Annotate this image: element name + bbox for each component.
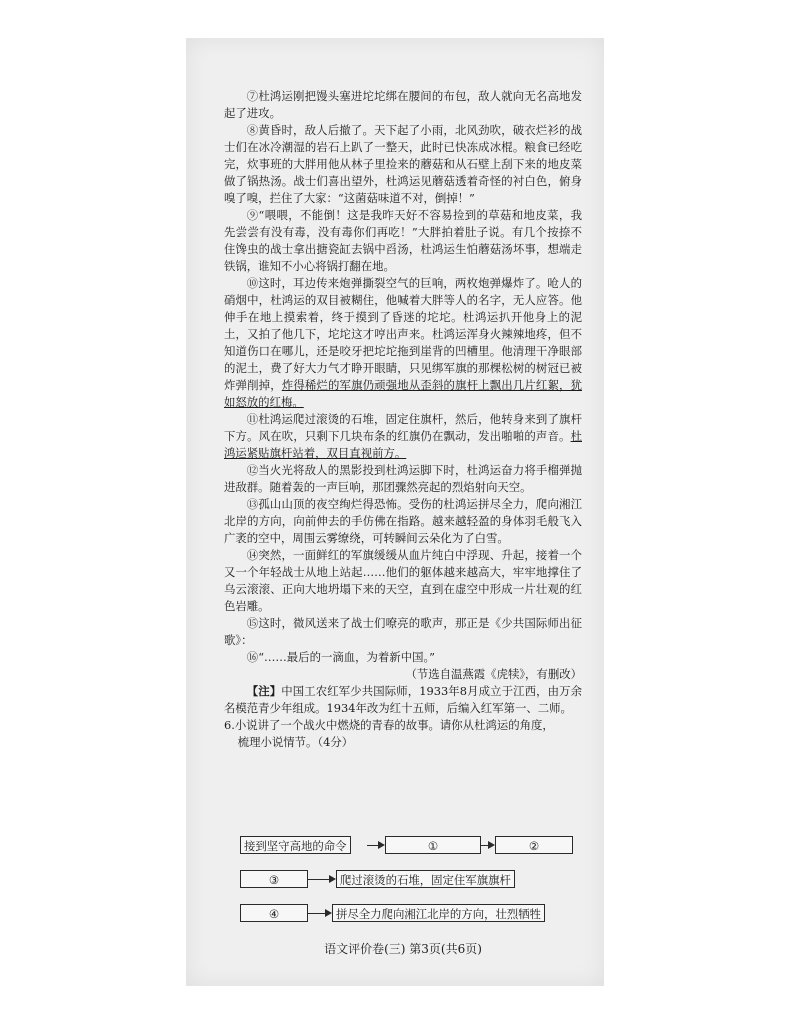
underlined-sentence: 杜鸿运紧贴旗杆站着，双目直视前方。 xyxy=(224,429,582,460)
answer-blank-4[interactable]: ④ xyxy=(240,904,308,922)
answer-blank-3[interactable]: ③ xyxy=(240,870,308,888)
paragraph-7: ⑦杜鸿运刚把馒头塞进坨坨绑在腰间的布包，敌人就向无名高地发起了进攻。 xyxy=(224,89,582,120)
flow-box-start: 接到坚守高地的命令 xyxy=(240,836,351,854)
paragraph-11 xyxy=(224,411,582,462)
question-6-stem-cont: 梳理小说情节。（4分） xyxy=(237,735,354,749)
underlined-sentence: 炸得稀烂的军旗仍顽强地从歪斜的旗杆上飘出几片红絮，犹如怒放的红梅。 xyxy=(224,378,582,409)
paragraph-15: ⑮这时，微风送来了战士们嘹亮的歌声，那正是《少共国际师出征歌》： xyxy=(224,616,582,647)
paragraph-10-text: ⑩这时，耳边传来炮弹撕裂空气的巨响，两枚炮弹爆炸了。呛人的硝烟中，杜鸿运的双目被糊住，他喊着大胖等人的名字，无人应答。他伸手在地上摸索着，终于摸到了昏迷的坨坨。杜鸿运扒开他身上的泥土，又拍了他几下，坨坨这才哼出声来。杜鸿运浑身火辣辣地疼，但不知道伤口在哪儿，还是咬牙把坨坨拖到崖背的凹槽里。他清理干净眼部的泥土，费了好大力气才睁开眼睛，只见绑军旗的那棵松树的树冠已被炸弹削掉， xyxy=(224,276,582,392)
paragraph-10 xyxy=(224,275,582,411)
arrow-icon xyxy=(308,913,330,914)
plot-flowchart xyxy=(240,836,580,936)
page-footer: 语文评价卷(三) 第3页(共6页) xyxy=(324,942,482,956)
paragraph-14: ⑭突然，一面鲜红的军旗缓缓从血片纯白中浮现、升起，接着一个又一个年轻战士从地上站起……他们的躯体越来越高大，牢牢地撑住了乌云滚滚、正向大地坍塌下来的天空，直到在虚空中形成一片壮观的红色岩雕。 xyxy=(224,548,582,613)
arrow-icon xyxy=(367,845,383,846)
answer-blank-2[interactable]: ② xyxy=(495,836,573,854)
paragraph-11-text: ⑪杜鸿运爬过滚烫的石堆，固定住旗杆，然后，他转身来到了旗杆下方。风在吹，只剩下几块布条的红旗仍在飘动，发出啪啪的声音。 xyxy=(224,412,582,443)
arrow-icon xyxy=(308,879,334,880)
footnote xyxy=(224,683,582,717)
flow-box-end: 拼尽全力爬向湘江北岸的方向，壮烈牺牲 xyxy=(332,904,545,922)
paragraph-9: ⑨“喂喂，不能倒！这是我昨天好不容易捡到的草菇和地皮菜，我先尝尝有没有毒，没有毒你们再吃！”大胖拍着肚子说。有几个按捺不住馋虫的战士拿出搪瓷缸去锅中舀汤，杜鸿运生怕蘑菇汤坏事，想端走铁锅，谁知不小心将锅打翻在地。 xyxy=(224,208,582,273)
paragraph-16: ⑯“……最后的一滴血，为着新中国。” xyxy=(246,650,435,664)
question-6-stem: 6.小说讲了一个战火中燃烧的青春的故事。请你从杜鸿运的角度， xyxy=(224,718,554,732)
paragraph-13: ⑬孤山山顶的夜空绚烂得恐怖。受伤的杜鸿运拼尽全力，爬向湘江北岸的方向，向前伸去的手仿佛在指路。越来越轻盈的身体羽毛般飞入广袤的空中，周围云雾缭绕，可转瞬间云朵化为了白雪。 xyxy=(224,497,582,545)
story-text xyxy=(224,88,582,751)
flow-box-mid: 爬过滚烫的石堆，固定住军旗旗杆 xyxy=(336,870,515,888)
answer-blank-1[interactable]: ① xyxy=(385,836,481,854)
paragraph-12: ⑫当火光将敌人的黑影投到杜鸿运脚下时，杜鸿运奋力将手榴弹抛进敌群。随着轰的一声巨响，那团骤然亮起的烈焰射向天空。 xyxy=(224,463,582,494)
paragraph-8: ⑧黄昏时，敌人后撤了。天下起了小雨，北风劲吹，破衣烂衫的战士们在冰冷潮湿的岩石上趴了一整天，此时已快冻成冰棍。粮食已经吃完，炊事班的大胖用他从林子里捡来的蘑菇和从石壁上刮下来的地皮菜做了锅热汤。战士们喜出望外，杜鸿运见蘑菇透着奇怪的衬白色，俯身嗅了嗅，拦住了大家：“这菌菇味道不对，倒掉！” xyxy=(224,123,582,205)
footnote-label: 【注】 xyxy=(246,684,282,698)
footnote-text: 中国工农红军少共国际师，1933年8月成立于江西，由万余名模范青少年组成。1934年改为红十五师，后编入红军第一、二师。 xyxy=(224,684,582,715)
source-citation: （节选自温燕霞《虎犊》，有删改） xyxy=(405,667,582,681)
arrow-icon xyxy=(481,845,493,846)
